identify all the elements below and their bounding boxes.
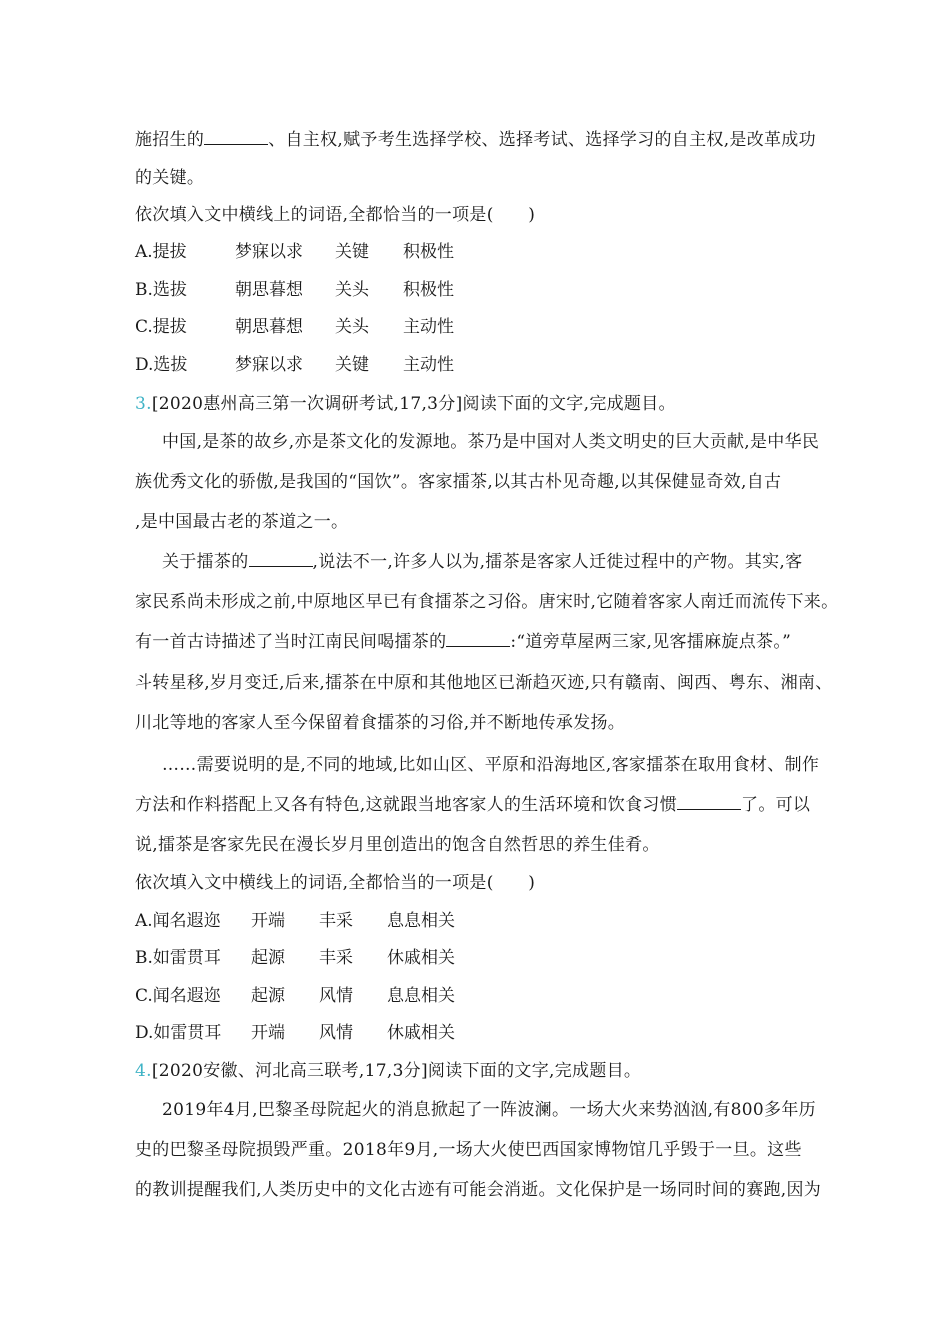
question-source: [2020惠州高三第一次调研考试,17,3分]阅读下面的文字,完成题目。 (151, 394, 676, 414)
q3-para1-line2: 族优秀文化的骄傲,是我国的“国饮”。客家擂茶,以其古朴见奇趣,以其保健显奇效,自古 (135, 472, 782, 492)
q4-para1-line2: 史的巴黎圣母院损毁严重。2018年9月,一场大火使巴西国家博物馆几乎毁于一旦。这些 (135, 1140, 802, 1160)
q2-option-b[interactable]: B.选拔 朝思暮想 关头 积极性 (135, 280, 454, 300)
q3-para3-line2: 方法和作料搭配上又各有特色,这就跟当地客家人的生活环境和饮食习惯 了。可以 (135, 795, 811, 815)
q2-text-line-2: 的关键。 (135, 168, 205, 188)
q3-para3-line1: ……需要说明的是,不同的地域,比如山区、平原和沿海地区,客家擂茶在取用食材、制作 (162, 755, 820, 775)
q2-option-c[interactable]: C.提拔 朝思暮想 关头 主动性 (135, 317, 454, 337)
fill-blank (677, 795, 741, 810)
fill-blank (446, 632, 510, 647)
q4-header (135, 1059, 835, 1083)
q3-para2-line4: 斗转星移,岁月变迁,后来,擂茶在中原和其他地区已渐趋灭迹,只有赣南、闽西、粤东、湘南、 (135, 673, 833, 693)
q3-para1-line3: ,是中国最古老的茶道之一。 (135, 512, 349, 532)
q3-para3-line3: 说,擂茶是客家先民在漫长岁月里创造出的饱含自然哲思的养生佳肴。 (135, 835, 660, 855)
q3-para1-line1: 中国,是茶的故乡,亦是茶文化的发源地。茶乃是中国对人类文明史的巨大贡献,是中华民 (162, 432, 820, 452)
q3-option-a[interactable]: A.闻名遐迩 开端 丰采 息息相关 (135, 911, 455, 931)
q3-para2-line5: 川北等地的客家人至今保留着食擂茶的习俗,并不断地传承发扬。 (135, 713, 626, 733)
q3-para2-line1: 关于擂茶的 ,说法不一,许多人以为,擂茶是客家人迁徙过程中的产物。其实,客 (162, 552, 803, 572)
fill-blank (249, 552, 313, 567)
q3-header (135, 392, 835, 416)
q3-prompt: 依次填入文中横线上的词语,全都恰当的一项是( ) (135, 873, 536, 893)
q2-prompt: 依次填入文中横线上的词语,全都恰当的一项是( ) (135, 205, 536, 225)
q3-para2-line2: 家民系尚未形成之前,中原地区早已有食擂茶之习俗。唐宋时,它随着客家人南迁而流传下来。 (135, 592, 839, 612)
q2-option-a[interactable]: A.提拔 梦寐以求 关键 积极性 (135, 242, 454, 262)
fill-blank (204, 130, 268, 145)
question-number: 3. (135, 394, 152, 414)
question-number: 4. (135, 1061, 152, 1081)
q4-para1-line3: 的教训提醒我们,人类历史中的文化古迹有可能会消逝。文化保护是一场同时间的赛跑,因为 (135, 1180, 822, 1200)
q3-option-c[interactable]: C.闻名遐迩 起源 风情 息息相关 (135, 986, 455, 1006)
q2-text-line-1: 施招生的 、自主权,赋予考生选择学校、选择考试、选择学习的自主权,是改革成功 (135, 130, 816, 150)
q3-option-b[interactable]: B.如雷贯耳 起源 丰采 休戚相关 (135, 948, 455, 968)
q3-option-d[interactable]: D.如雷贯耳 开端 风情 休戚相关 (135, 1023, 455, 1043)
question-source: [2020安徽、河北高三联考,17,3分]阅读下面的文字,完成题目。 (151, 1061, 642, 1081)
q2-option-d[interactable]: D.选拔 梦寐以求 关键 主动性 (135, 355, 454, 375)
q4-para1-line1: 2019年4月,巴黎圣母院起火的消息掀起了一阵波澜。一场大火来势汹汹,有800多年历 (162, 1100, 816, 1120)
q3-para2-line3: 有一首古诗描述了当时江南民间喝擂茶的 :“道旁草屋两三家,见客擂麻旋点茶。” (135, 632, 792, 652)
